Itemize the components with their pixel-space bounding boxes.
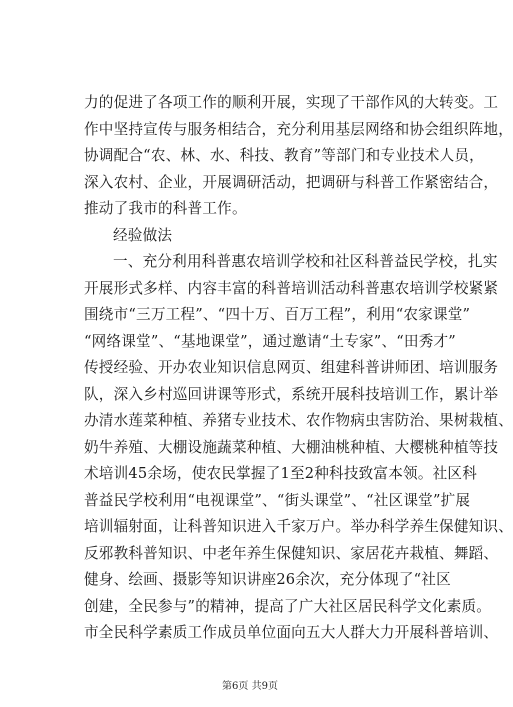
text-line: 术培训45余场，使农民掌握了1至2种科技致富本领。社区科 [84, 465, 477, 482]
text-line: 奶牛养殖、大棚设施蔬菜种植、大棚油桃种植、大樱桃种植等技 [84, 438, 499, 456]
page-number: 第6页 共9页 [222, 681, 278, 692]
text-line: 创建，全民参与”的精神，提高了广大社区居民科学文化素质。 [84, 597, 492, 615]
text-line: “网络课堂”、“基地课堂”，通过邀请“土专家”、“田秀才” [84, 332, 456, 350]
document-body [84, 90, 513, 647]
text-line: 深入农村、企业，开展调研活动，把调研与科普工作紧密结合， [84, 173, 499, 191]
text-line: 队，深入乡村巡回讲课等形式，系统开展科技培训工作，累计举 [84, 385, 499, 403]
text-line: 培训辐射面，让科普知识进入千家万户。举办科学养生保健知识、 [84, 518, 513, 535]
text-line: 力的促进了各项工作的顺利开展，实现了干部作风的大转变。工 [84, 94, 499, 111]
text-line: 作中坚持宣传与服务相结合，充分利用基层网络和协会组织阵地， [84, 120, 513, 138]
text-line: 市全民科学素质工作成员单位面向五大人群大力开展科普培训、 [84, 624, 499, 641]
text-line: 传授经验、开办农业知识信息网页、组建科普讲师团、培训服务 [84, 359, 499, 376]
text-line: 一、充分利用科普惠农培训学校和社区科普益民学校，扎实 [113, 253, 498, 270]
text-line: 健身、绘画、摄影等知识讲座26余次，充分体现了“社区 [84, 571, 451, 588]
text-line: 反邪教科普知识、中老年养生保健知识、家居花卉栽植、舞蹈、 [84, 544, 499, 562]
text-line: 围绕市“三万工程”、“四十万、百万工程”，利用“农家课堂” [84, 306, 471, 323]
section-heading: 经验做法 [113, 226, 173, 244]
text-line: 协调配合“农、林、水、科技、教育”等部门和专业技术人员， [84, 147, 484, 164]
text-line: 推动了我市的科普工作。 [84, 200, 247, 217]
text-line: 普益民学校利用“电视课堂”、“街头课堂”、“社区课堂”扩展 [84, 491, 471, 509]
text-line: 开展形式多样、内容丰富的科普培训活动科普惠农培训学校紧紧 [84, 279, 499, 297]
text-line: 办清水莲菜种植、养猪专业技术、农作物病虫害防治、果树栽植、 [84, 412, 513, 429]
